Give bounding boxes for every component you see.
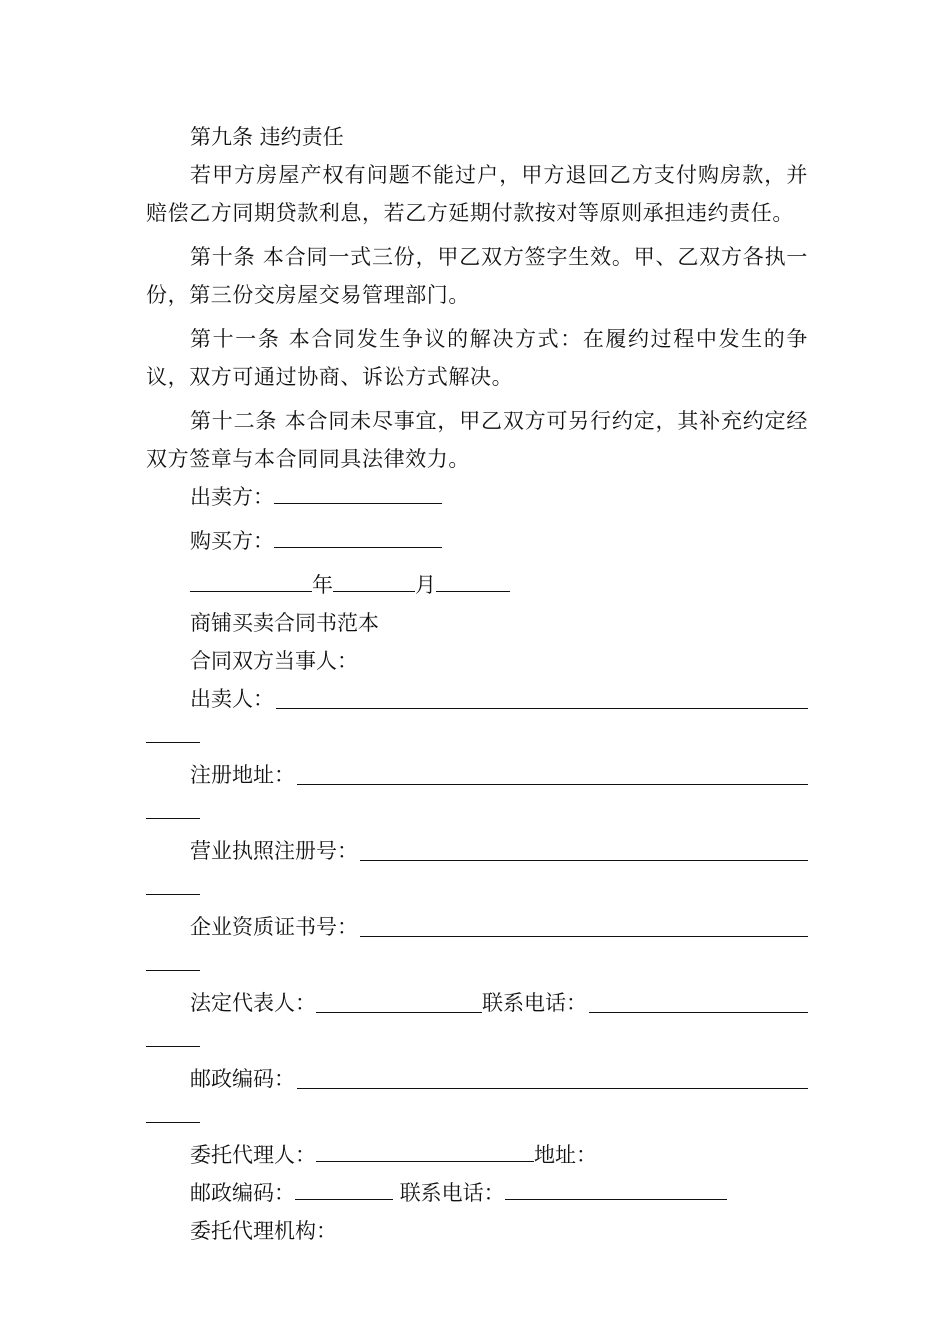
- parties-heading: 合同双方当事人：: [190, 649, 358, 673]
- business-license-blank-tail: [146, 894, 200, 895]
- agent-blank[interactable]: [316, 1160, 534, 1162]
- article9-title: 第九条 违约责任: [190, 125, 344, 149]
- postal-code-blank[interactable]: [297, 1087, 808, 1089]
- phone-label: 联系电话：: [482, 991, 587, 1015]
- registered-address-field: [146, 756, 808, 832]
- qualification-cert-blank[interactable]: [360, 935, 808, 937]
- registered-address-blank-tail: [146, 818, 200, 819]
- buyer-signature-label: 购买方：: [190, 529, 274, 553]
- seller-field-blank-tail: [146, 742, 200, 743]
- date-line: [146, 566, 808, 604]
- legal-rep-label: 法定代表人：: [190, 991, 316, 1015]
- qualification-cert-blank-tail: [146, 970, 200, 971]
- agency-line: [146, 1212, 808, 1250]
- phone-2-blank[interactable]: [505, 1198, 727, 1200]
- second-contract-title: 商铺买卖合同书范本: [190, 611, 379, 635]
- postal-code-2-label: 邮政编码：: [190, 1181, 295, 1205]
- qualification-cert-field: [146, 908, 808, 984]
- postal-code-2-blank[interactable]: [295, 1198, 393, 1200]
- postal-code-field: [146, 1060, 808, 1136]
- article10: 第十条 本合同一式三份，甲乙双方签字生效。甲、乙双方各执一份，第三份交房屋交易管理部门。: [146, 245, 808, 307]
- year-label: 年: [312, 573, 333, 597]
- buyer-signature-line: [146, 522, 808, 560]
- seller-signature-label: 出卖方：: [190, 485, 274, 509]
- phone-2-label: 联系电话：: [399, 1181, 505, 1205]
- seller-signature-blank[interactable]: [274, 502, 442, 504]
- legal-rep-blank[interactable]: [316, 1011, 482, 1013]
- business-license-blank[interactable]: [360, 859, 808, 861]
- qualification-cert-label: 企业资质证书号：: [190, 915, 358, 939]
- seller-signature-line: [146, 478, 808, 516]
- seller-field-blank[interactable]: [276, 707, 808, 709]
- month-blank[interactable]: [333, 590, 415, 592]
- phone-blank[interactable]: [589, 1011, 808, 1013]
- postal-phone-line: [146, 1174, 808, 1212]
- legal-rep-field: [146, 984, 808, 1060]
- agency-label: 委托代理机构：: [190, 1219, 337, 1243]
- article11: 第十一条 本合同发生争议的解决方式：在履约过程中发生的争议，双方可通过协商、诉讼方式解决。: [146, 327, 808, 389]
- year-blank[interactable]: [190, 590, 312, 592]
- address-label: 地址：: [534, 1143, 597, 1167]
- article12: 第十二条 本合同未尽事宜，甲乙双方可另行约定，其补充约定经双方签章与本合同同具法律效力。: [146, 409, 808, 471]
- buyer-signature-blank[interactable]: [274, 546, 442, 548]
- agent-label: 委托代理人：: [190, 1143, 316, 1167]
- registered-address-blank[interactable]: [297, 783, 808, 785]
- article9-body: 若甲方房屋产权有问题不能过户，甲方退回乙方支付购房款，并赔偿乙方同期贷款利息，若乙方延期付款按对等原则承担违约责任。: [146, 163, 808, 225]
- document-body: [146, 118, 808, 1250]
- business-license-field: [146, 832, 808, 908]
- day-blank[interactable]: [436, 590, 510, 592]
- postal-code-blank-tail: [146, 1122, 200, 1123]
- business-license-label: 营业执照注册号：: [190, 839, 358, 863]
- postal-code-label: 邮政编码：: [190, 1067, 295, 1091]
- agent-line: [146, 1136, 808, 1174]
- seller-field-label: 出卖人：: [190, 687, 274, 711]
- month-label: 月: [415, 573, 436, 597]
- phone-blank-tail: [146, 1046, 200, 1047]
- seller-field: [146, 680, 808, 756]
- registered-address-label: 注册地址：: [190, 763, 295, 787]
